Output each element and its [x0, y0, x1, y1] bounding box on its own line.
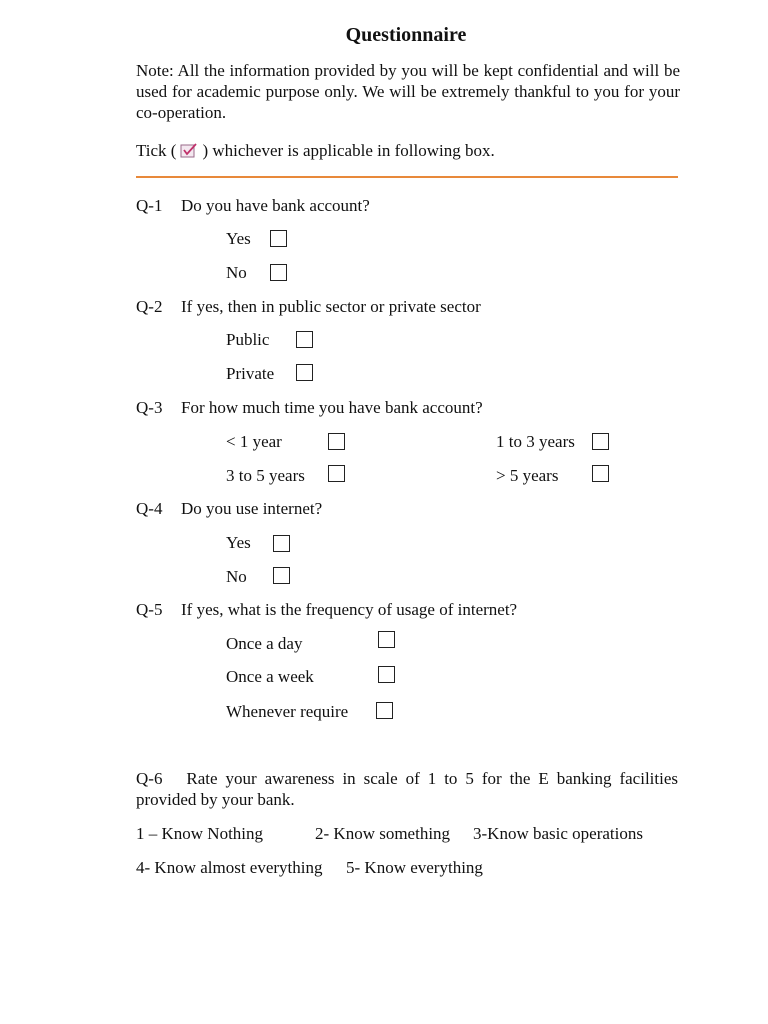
q2-number: Q-2	[136, 297, 163, 316]
page-title: Questionnaire	[345, 24, 467, 46]
q2-option-public-checkbox[interactable]	[296, 331, 313, 348]
q3-number: Q-3	[136, 398, 163, 417]
q6-block	[136, 768, 678, 810]
q3-option-1-to-3-years-label: 1 to 3 years	[496, 432, 575, 451]
q5-option-once-a-week-checkbox[interactable]	[378, 666, 395, 683]
q3-option-1-to-3-years-checkbox[interactable]	[592, 433, 609, 450]
q3-option-3-to-5-years-label: 3 to 5 years	[226, 466, 305, 485]
q5-number: Q-5	[136, 600, 163, 619]
confidentiality-note: Note: All the information provided by you will be kept confidential and will be used for academic purpose only. We will be extremely thankful to you for your co-operation.	[136, 61, 680, 122]
q3-option-less-1-year-checkbox[interactable]	[328, 433, 345, 450]
q5-option-once-a-week-label: Once a week	[226, 667, 314, 686]
q3-option-less-1-year-label: < 1 year	[226, 432, 282, 451]
q5-option-once-a-day-label: Once a day	[226, 634, 303, 653]
q4-option-no-label: No	[226, 567, 247, 586]
q6-text: Rate your awareness in scale of 1 to 5 for the E banking facilities provided by your bank.	[136, 769, 679, 809]
q2-text: If yes, then in public sector or private sector	[181, 297, 481, 316]
q5-option-whenever-require-checkbox[interactable]	[376, 702, 393, 719]
q1-text: Do you have bank account?	[181, 196, 370, 215]
scale-item-4: 4- Know almost everything	[136, 858, 323, 877]
scale-item-2: 2- Know something	[315, 824, 451, 843]
q4-number: Q-4	[136, 499, 163, 518]
tick-instruction-before: Tick (	[136, 141, 177, 160]
q5-text: If yes, what is the frequency of usage of internet?	[181, 600, 518, 619]
q4-text: Do you use internet?	[181, 499, 323, 518]
q4-option-no-checkbox[interactable]	[273, 567, 290, 584]
q4-option-yes-checkbox[interactable]	[273, 535, 290, 552]
q3-option-more-5-years-checkbox[interactable]	[592, 465, 609, 482]
scale-item-5: 5- Know everything	[346, 858, 483, 877]
q5-option-once-a-day-checkbox[interactable]	[378, 631, 395, 648]
q3-option-3-to-5-years-checkbox[interactable]	[328, 465, 345, 482]
q2-option-private-checkbox[interactable]	[296, 364, 313, 381]
q2-option-private-label: Private	[226, 364, 275, 383]
checkbox-tick-icon	[180, 143, 198, 158]
q1-option-yes-checkbox[interactable]	[270, 230, 287, 247]
tick-instruction-after: ) whichever is applicable in following box.	[202, 141, 495, 160]
q4-option-yes-label: Yes	[226, 533, 251, 552]
scale-item-3: 3-Know basic operations	[473, 824, 643, 843]
q3-option-more-5-years-label: > 5 years	[496, 466, 559, 485]
q1-option-yes-label: Yes	[226, 229, 251, 248]
q3-text: For how much time you have bank account?	[181, 398, 483, 417]
q6-number: Q-6	[136, 769, 163, 788]
scale-item-1: 1 – Know Nothing	[136, 824, 264, 843]
q5-option-whenever-require-label: Whenever require	[226, 702, 349, 721]
q1-option-no-label: No	[226, 263, 247, 282]
q1-option-no-checkbox[interactable]	[270, 264, 287, 281]
q1-number: Q-1	[136, 196, 163, 215]
q2-option-public-label: Public	[226, 330, 270, 349]
section-divider	[136, 176, 678, 178]
tick-instruction	[136, 141, 495, 161]
